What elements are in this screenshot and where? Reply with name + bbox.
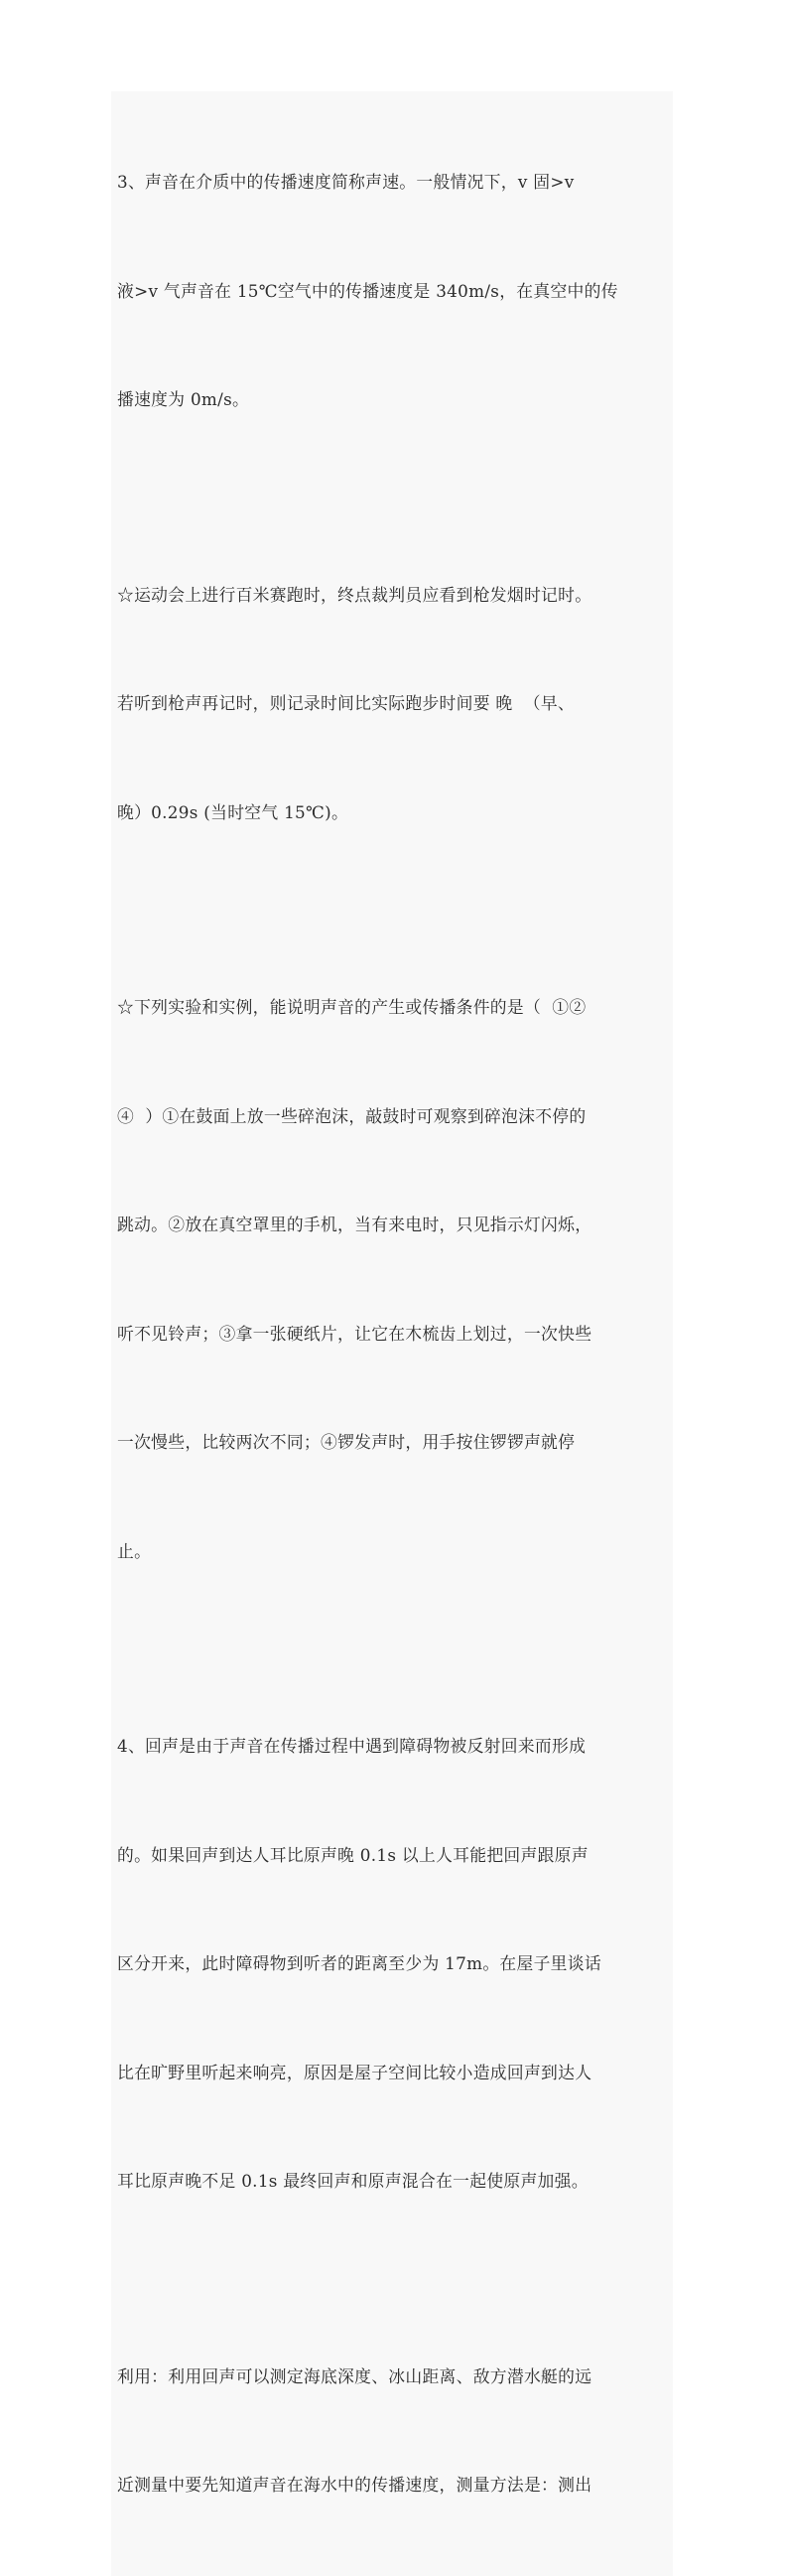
text-line: 播速度为 0m/s。 [117,389,250,409]
text-line: 利用：利用回声可以测定海底深度、冰山距离、敌方潜水艇的远 [117,2365,592,2386]
text-line: 耳比原声晚不足 0.1s 最终回声和原声混合在一起使原声加强。 [117,2171,589,2191]
text-line: 比在旷野里听起来响亮，原因是屋子空间比较小造成回声到达人 [117,2062,592,2082]
paragraph-echo-use [111,2286,673,2576]
text-line: 3、声音在介质中的传播速度简称声速。一般情况下，v 固>v [117,172,575,192]
paragraph-experiments [111,917,673,1642]
text-line: 近测量中要先知道声音在海水中的传播速度，测量方法是：测出 [117,2475,592,2495]
text-line: 一次慢些，比较两次不同；④锣发声时，用手按住锣锣声就停 [117,1432,576,1452]
text-line: ④ ）①在鼓面上放一些碎泡沫，敲鼓时可观察到碎泡沫不停的 [117,1105,587,1126]
text-line: ☆运动会上进行百米赛跑时，终点裁判员应看到枪发烟时记时。 [117,584,592,605]
text-line: 的。如果回声到达人耳比原声晚 0.1s 以上人耳能把回声跟原声 [117,1844,589,1865]
text-line: 听不见铃声；③拿一张硬纸片，让它在木梳齿上划过，一次快些 [117,1323,592,1344]
text-line: 止。 [117,1540,152,1561]
text-line: 区分开来，此时障碍物到听者的距离至少为 17m。在屋子里谈话 [117,1953,601,1973]
paragraph-race-timing [111,504,673,904]
text-line: ☆下列实验和实例，能说明声音的产生或传播条件的是（ ①② [117,997,587,1017]
text-line: 晚）0.29s (当时空气 15℃)。 [117,801,349,822]
text-line: 4、回声是由于声音在传播过程中遇到障碍物被反射回来而形成 [117,1736,587,1756]
text-line: 液>v 气声音在 15℃空气中的传播速度是 340m/s，在真空中的传 [117,280,618,301]
text-line: 若听到枪声再记时，则记录时间比实际跑步时间要 晚 （早、 [117,693,576,713]
paragraph-sound-speed [111,91,673,491]
paragraph-echo [111,1655,673,2272]
document-body [111,91,673,2576]
text-line: 跳动。②放在真空罩里的手机，当有来电时，只见指示灯闪烁， [117,1215,592,1234]
